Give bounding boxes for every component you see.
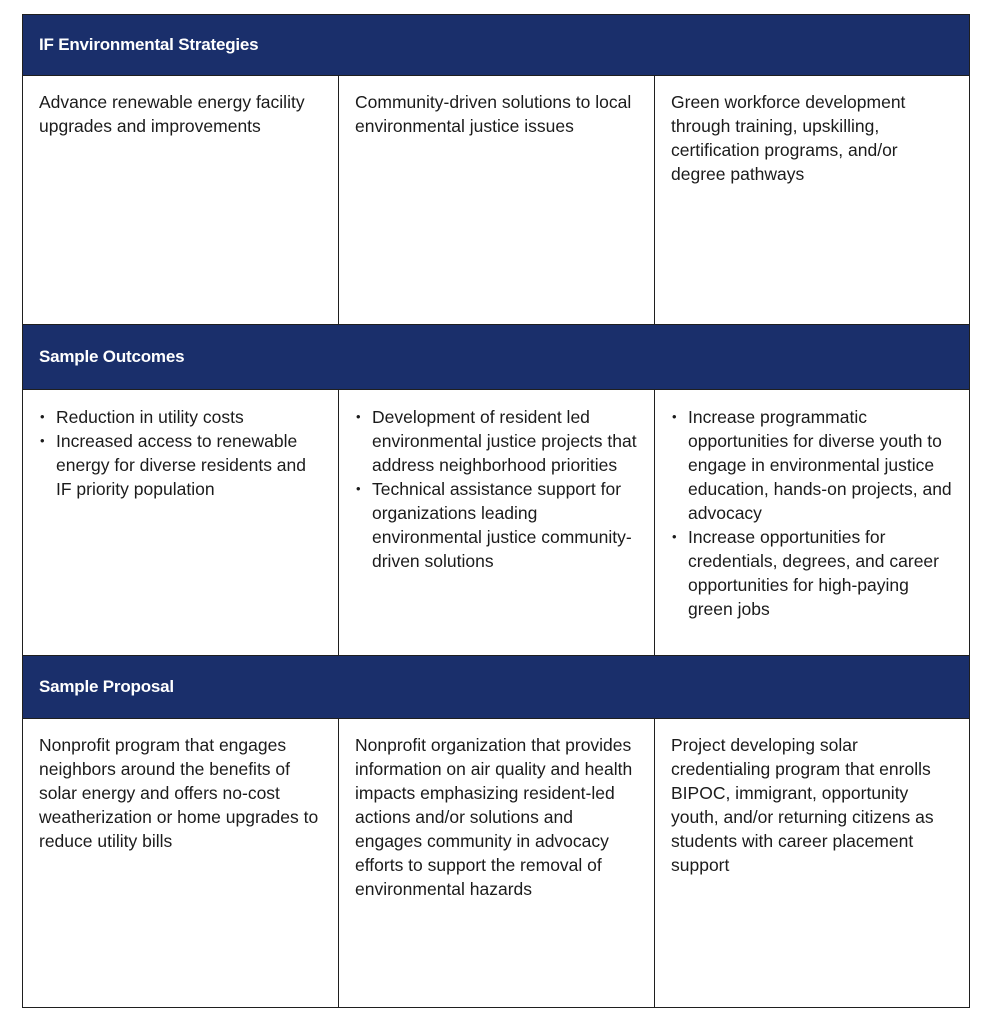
outcome-item: • Increase opportunities for credentials, degrees, and career opportunities for high-paying green jobs <box>671 525 955 621</box>
outcome-item: • Increase programmatic opportunities for diverse youth to engage in environmental justice education, hands-on projects, and advocacy <box>671 405 955 525</box>
outcome-item: • Reduction in utility costs <box>39 405 324 429</box>
outcome-list <box>355 405 640 573</box>
strategies-table <box>22 14 970 1008</box>
outcome-list <box>39 405 324 501</box>
proposal-cell-renewable: Nonprofit program that engages neighbors around the benefits of solar energy and offers no-cost weatherization or home upgrades to reduce utility bills <box>23 719 339 1007</box>
strategy-cell-renewable: Advance renewable energy facility upgrades and improvements <box>23 76 339 325</box>
outcome-cell-workforce <box>655 390 969 656</box>
proposal-cell-workforce: Project developing solar credentialing program that enrolls BIPOC, immigrant, opportunity youth, and/or returning citizens as students with career placement support <box>671 735 934 875</box>
proposal-header: Sample Proposal <box>23 656 969 719</box>
strategy-cell-community: Community-driven solutions to local environmental justice issues <box>339 76 655 325</box>
outcome-item: • Development of resident led environmental justice projects that address neighborhood priorities <box>355 405 640 477</box>
proposal-cell-community: Nonprofit organization that provides information on air quality and health impacts emphasizing resident-led actions and/or solutions and engages community in advocacy efforts to support the removal of environmental hazards <box>339 719 655 1007</box>
outcome-item: • Technical assistance support for organizations leading environmental justice community-driven solutions <box>355 477 640 573</box>
outcomes-header: Sample Outcomes <box>23 325 969 390</box>
outcome-item: • Increased access to renewable energy for diverse residents and IF priority population <box>39 429 324 501</box>
strategy-cell-workforce: Green workforce development through training, upskilling, certification programs, and/or degree pathways <box>655 76 969 325</box>
outcome-cell-renewable <box>23 390 339 656</box>
outcome-cell-community <box>339 390 655 656</box>
strategies-header: IF Environmental Strategies <box>23 15 969 76</box>
outcome-list <box>671 405 955 621</box>
